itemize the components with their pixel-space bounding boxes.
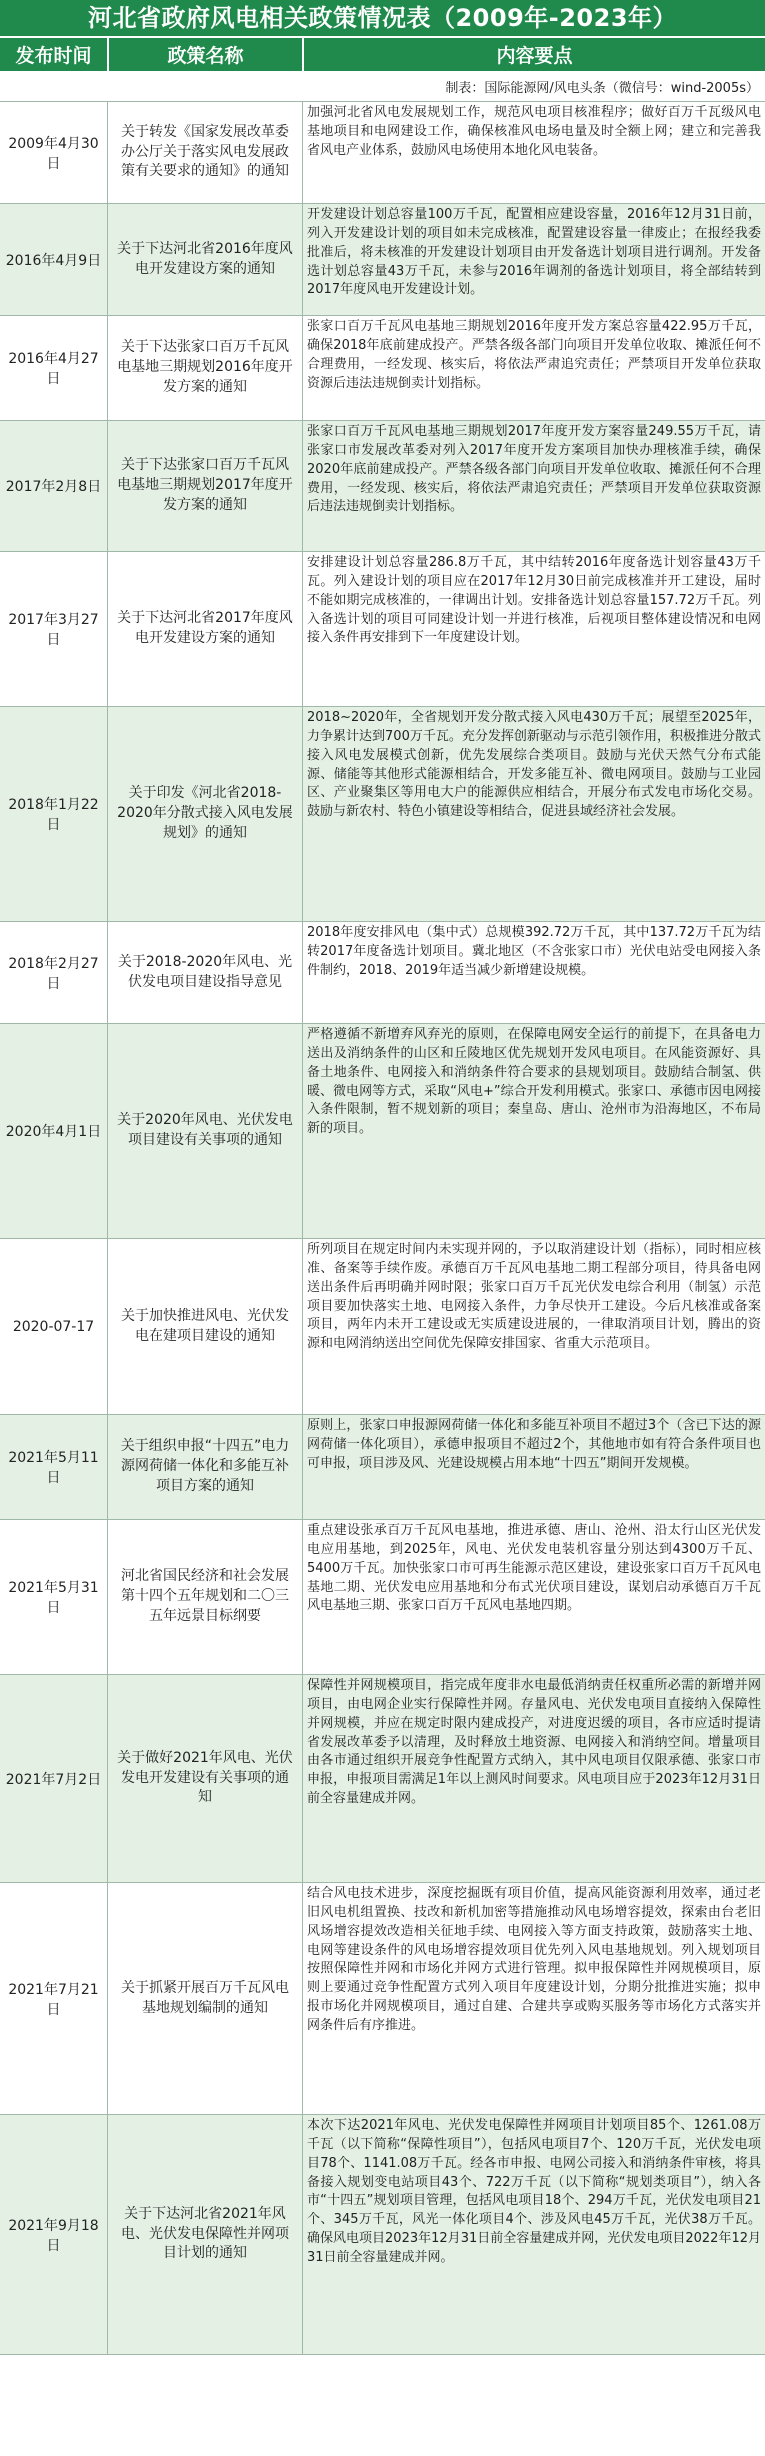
table-row	[0, 1024, 765, 1239]
row-policy-name: 关于下达河北省2021年风电、光伏发电保障性并网项目计划的通知	[107, 2115, 302, 2354]
row-content: 本次下达2021年风电、光伏发电保障性并网项目计划项目85个、1261.08万千瓦（以下简称“保障性项目”），包括风电项目7个、120万千瓦，光伏发电项目78个、1141.08万千瓦。经各市申报、电网公司接入和消纳条件审核，将具备接入规划变电站项目43个、722万千瓦（以下简称“规划类项目”），纳入各市“十四五”规划项目管理，包括风电项目18个、294万千瓦，光伏发电项目21个、345万千瓦，风光一体化项目4个、涉及风电45万千瓦，光伏38万千瓦。确保风电项目2023年12月31日前全容量建成并网，光伏发电项目2022年12月31日前全容量建成并网。	[302, 2115, 765, 2354]
table-row	[0, 1415, 765, 1520]
row-content: 张家口百万千瓦风电基地三期规划2016年度开发方案总容量422.95万千瓦，确保2018年底前建成投产。严禁各级各部门向项目开发单位收取、摊派任何不合理费用，一经发现、核实后，将依法严肃追究责任；严禁项目开发单位获取资源后违法违规倒卖计划指标。	[302, 316, 765, 420]
table-row	[0, 1883, 765, 2115]
table-row	[0, 2115, 765, 2355]
row-policy-name: 关于印发《河北省2018-2020年分散式接入风电发展规划》的通知	[107, 707, 302, 921]
row-date: 2017年2月8日	[5, 479, 102, 495]
row-content: 2018年度安排风电（集中式）总规模392.72万千瓦，其中137.72万千瓦为结转2017年度备选计划项目。冀北地区（不含张家口市）光伏电站受电网接入条件制约，2018、2019年适当减少新增建设规模。	[302, 922, 765, 1023]
table-header	[0, 36, 765, 71]
row-policy-name: 关于下达张家口百万千瓦风电基地三期规划2016年度开发方案的通知	[107, 316, 302, 420]
table-row	[0, 204, 765, 316]
row-policy-name: 关于组织申报“十四五”电力源网荷储一体化和多能互补项目方案的通知	[107, 1415, 302, 1519]
row-content: 安排建设计划总容量286.8万千瓦，其中结转2016年度备选计划容量43万千瓦。列入建设计划的项目应在2017年12月30日前完成核准并开工建设，届时不能如期完成核准的，一律调出计划。安排备选计划总容量157.72万千瓦。列入备选计划的项目可同建设计划一并进行核准，后视项目整体建设情况和电网接入条件再安排到下一年度建设计划。	[302, 552, 765, 706]
row-content: 保障性并网规模项目，指完成年度非水电最低消纳责任权重所必需的新增并网项目，由电网企业实行保障性并网。存量风电、光伏发电项目直接纳入保障性并网规模，并应在规定时限内建成投产，对进度迟缓的项目，各市应适时提请省发展改革委予以清理，及时释放土地资源、电网接入和消纳空间。增量项目由各市通过组织开展竞争性配置方式纳入，其中风电项目仅限承德、张家口市申报，申报项目需满足1年以上测风时间要求。风电项目应于2023年12月31日前全容量建成并网。	[302, 1675, 765, 1882]
row-policy-name: 关于抓紧开展百万千瓦风电基地规划编制的通知	[107, 1883, 302, 2114]
row-date: 2020-07-17	[12, 1318, 95, 1335]
row-date: 2017年3月27日	[8, 612, 99, 648]
row-content: 开发建设计划总容量100万千瓦，配置相应建设容量，2016年12月31日前，列入开发建设计划的项目如未完成核准，配置建设容量一律废止；在报经我委批准后，将未核准的开发建设计划项目由开发备选计划项目进行调剂。开发备选计划总容量43万千瓦，未参与2016年调剂的备选计划项目，将全部结转到2017年度风电开发建设计划。	[302, 204, 765, 315]
header-policy-name: 政策名称	[107, 38, 302, 71]
row-date: 2018年2月27日	[8, 955, 99, 992]
row-policy-name: 关于转发《国家发展改革委办公厅关于落实风电发展政策有关要求的通知》的通知	[107, 102, 302, 203]
row-content: 加强河北省风电发展规划工作，规范风电项目核准程序；做好百万千瓦级风电基地项目和电网建设工作，确保核准风电场电量及时全额上网；建立和完善我省风电产业体系，鼓励风电场使用本地化风电装备。	[302, 102, 765, 203]
row-policy-name: 关于2020年风电、光伏发电项目建设有关事项的通知	[107, 1024, 302, 1238]
row-policy-name: 关于加快推进风电、光伏发电在建项目建设的通知	[107, 1239, 302, 1414]
table-row	[0, 552, 765, 707]
table-row	[0, 316, 765, 421]
row-policy-name: 关于下达张家口百万千瓦风电基地三期规划2017年度开发方案的通知	[107, 421, 302, 551]
row-content: 结合风电技术进步，深度挖掘既有项目价值，提高风能资源利用效率，通过老旧风电机组置换、技改和新机加密等措施推动风电场增容提效，探索由台老旧风场增容提效改造相关征地手续、电网接入等方面支持政策，鼓励落实土地、电网等建设条件的风电场增容提效项目优先列入风电基地规划。列入规划项目按照保障性并网和市场化并网方式进行管理。拟申报保障性并网规模项目，原则上要通过竞争性配置方式列入项目年度建设计划，分期分批推进实施；拟申报市场化并网规模项目，通过自建、合建共享或购买服务等市场化方式落实并网条件后有序推进。	[302, 1883, 765, 2114]
row-date: 2021年9月18日	[8, 2217, 99, 2254]
row-policy-name: 河北省国民经济和社会发展第十四个五年规划和二〇三五年远景目标纲要	[107, 1520, 302, 1674]
table-title: 河北省政府风电相关政策情况表（2009年-2023年）	[0, 0, 765, 36]
row-policy-name: 关于下达河北省2017年度风电开发建设方案的通知	[107, 552, 302, 706]
row-date: 2021年7月21日	[8, 1981, 99, 2018]
row-date: 2020年4月1日	[5, 1124, 102, 1140]
row-content: 重点建设张承百万千瓦风电基地，推进承德、唐山、沧州、沿太行山区光伏发电应用基地，到2025年，风电、光伏发电装机容量分别达到4300万千瓦、5400万千瓦。加快张家口市可再生能源示范区建设，建设张家口百万千瓦风电基地二期、光伏发电应用基地和分布式光伏项目建设，谋划启动承德百万千瓦风电基地三期、张家口百万千瓦风电基地四期。	[302, 1520, 765, 1674]
table-row	[0, 922, 765, 1024]
table-row	[0, 1520, 765, 1675]
row-date: 2016年4月27日	[8, 351, 99, 387]
row-content: 严格遵循不新增弃风弃光的原则，在保障电网安全运行的前提下，在具备电力送出及消纳条件的山区和丘陵地区优先规划开发风电项目。在风能资源好、具备土地条件、电网接入和消纳条件符合要求的县规划项目。鼓励结合制氢、供暖、微电网等方式，采取“风电+”综合开发利用模式。张家口、承德市因电网接入条件限制，暂不规划新的项目；秦皇岛、唐山、沧州市为沿海地区，不布局新的项目。	[302, 1024, 765, 1238]
table-row	[0, 1239, 765, 1415]
table-row	[0, 707, 765, 922]
row-date: 2021年5月11日	[8, 1450, 99, 1486]
row-date: 2021年5月31日	[8, 1580, 99, 1616]
row-content: 原则上，张家口申报源网荷储一体化和多能互补项目不超过3个（含已下达的源网荷储一体化项目），承德申报项目不超过2个，其他地市如有符合条件项目也可申报，项目涉及风、光建设规模占用本地“十四五”期间开发规模。	[302, 1415, 765, 1519]
row-date: 2018年1月22日	[8, 797, 99, 833]
row-content: 2018~2020年，全省规划开发分散式接入风电430万千瓦；展望至2025年，力争累计达到700万千瓦。充分发挥创新驱动与示范引领作用，积极推进分散式接入风电发展模式创新，优先发展综合类项目。鼓励与光伏天然气分布式能源、储能等其他形式能源相结合，开发多能互补、微电网项目。鼓励与工业园区、产业聚集区等用电大户的能源供应相结合，开展分布式发电市场化交易。鼓励与新农村、特色小镇建设等相结合，促进县域经济社会发展。	[302, 707, 765, 921]
row-policy-name: 关于2018-2020年风电、光伏发电项目建设指导意见	[107, 922, 302, 1023]
row-content: 所列项目在规定时间内未实现并网的，予以取消建设计划（指标），同时相应核准、备案等手续作废。承德百万千瓦风电基地二期工程部分项目，待具备电网送出条件后再明确并网时限；张家口百万千瓦光伏发电综合利用（制氢）示范项目要加快落实土地、电网接入条件，力争尽快开工建设。今后凡核准或备案项目，两年内未开工建设或无实质建设进展的，一律取消项目计划，腾出的资源和电网消纳送出空间优先保障安排国家、省重大示范项目。	[302, 1239, 765, 1414]
table-row	[0, 421, 765, 552]
header-content: 内容要点	[302, 38, 765, 71]
row-policy-name: 关于做好2021年风电、光伏发电开发建设有关事项的通知	[107, 1675, 302, 1882]
table-credit: 制表：国际能源网/风电头条（微信号：wind-2005s）	[0, 71, 765, 102]
row-date: 2016年4月9日	[5, 252, 102, 269]
table-row	[0, 1675, 765, 1883]
policy-table	[0, 102, 765, 2355]
table-row	[0, 102, 765, 204]
header-date: 发布时间	[15, 45, 92, 67]
row-policy-name: 关于下达河北省2016年度风电开发建设方案的通知	[107, 204, 302, 315]
row-content: 张家口百万千瓦风电基地三期规划2017年度开发方案容量249.55万千瓦，请张家口市发展改革委对列入2017年度开发方案项目加快办理核准手续，确保2020年底前建成投产。严禁各级各部门向项目开发单位收取、摊派任何不合理费用，一经发现、核实后，将依法严肃追究责任；严禁项目开发单位获取资源后违法违规倒卖计划指标。	[302, 421, 765, 551]
row-date: 2009年4月30日	[8, 135, 99, 172]
row-date: 2021年7月2日	[5, 1771, 102, 1788]
